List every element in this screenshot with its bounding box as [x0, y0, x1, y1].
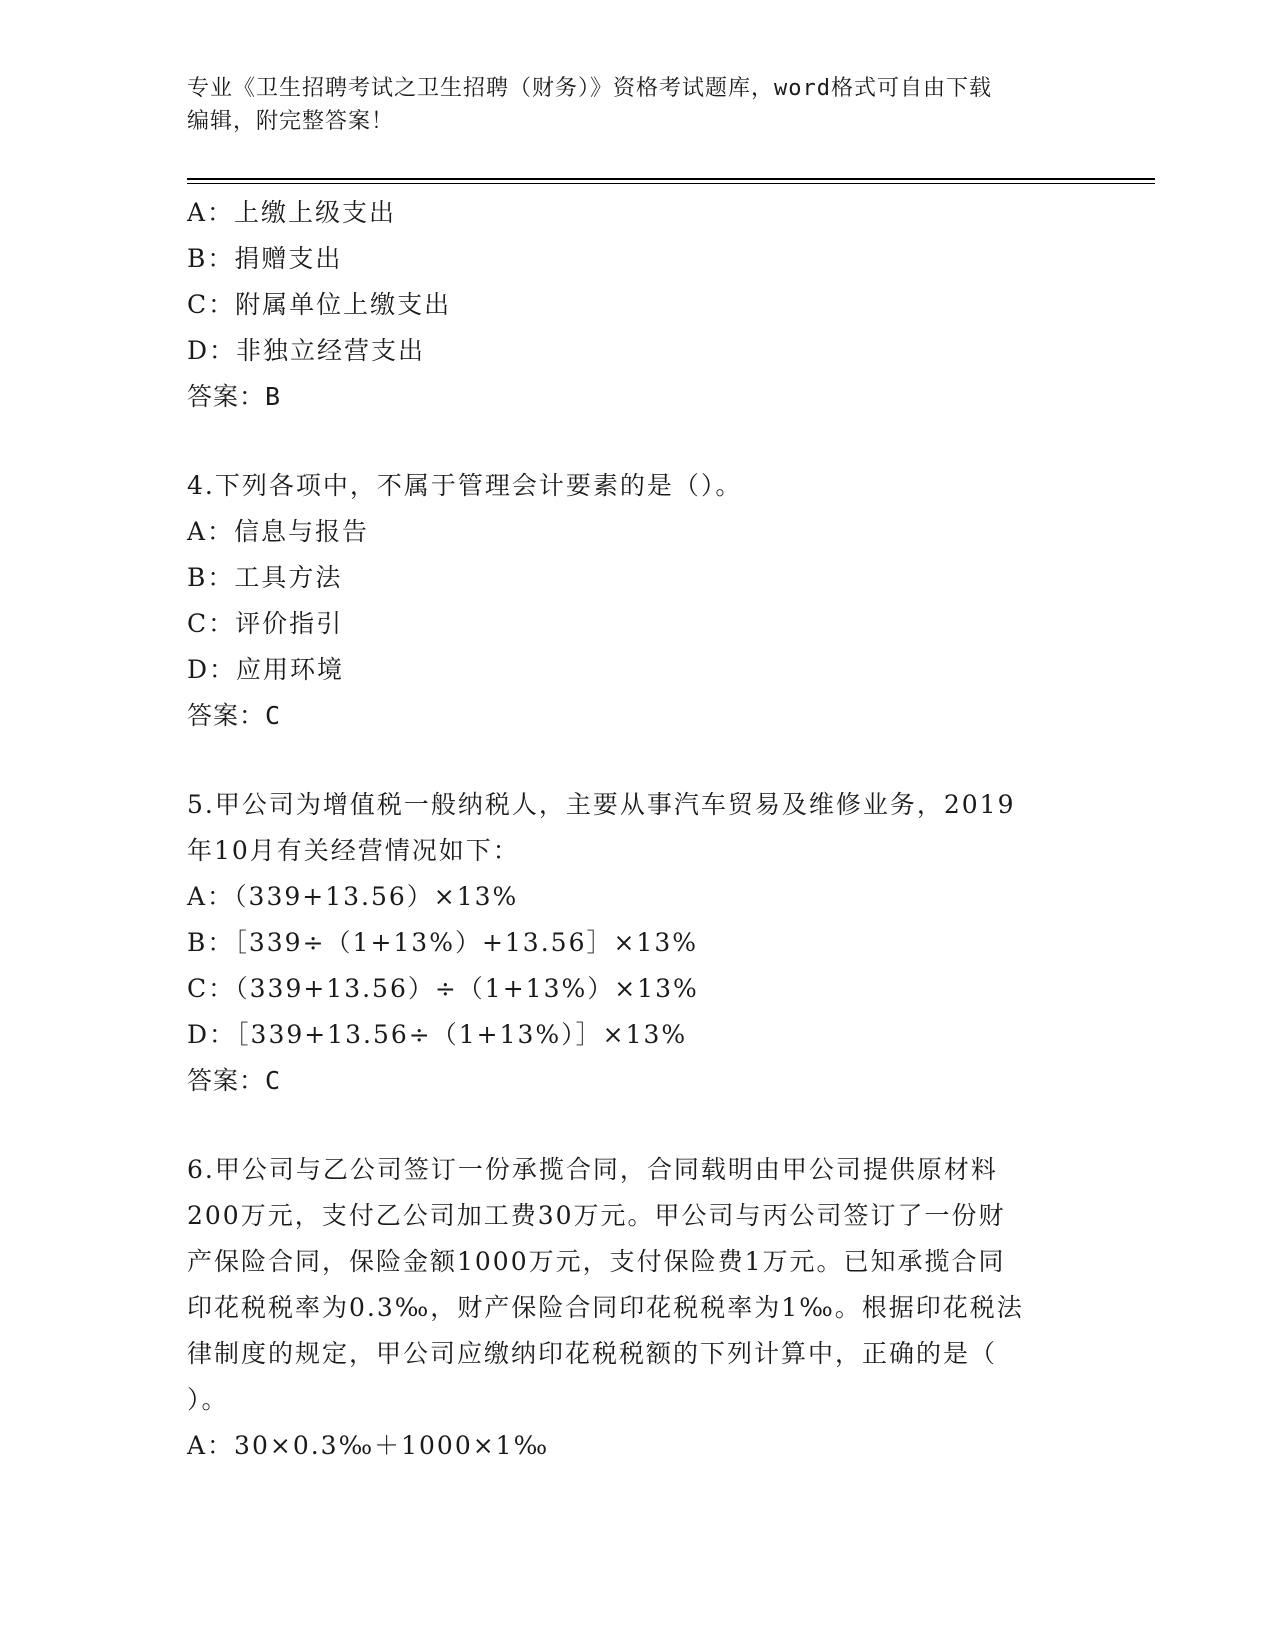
header-divider-thick [187, 178, 1155, 180]
question-stem-line-1: 5.甲公司为增值税一般纳税人，主要从事汽车贸易及维修业务，2019 [187, 790, 1016, 819]
question-3 [187, 190, 1077, 420]
question-stem-line-3: 产保险合同，保险金额1000万元，支付保险费1万元。已知承揽合同 [187, 1247, 1006, 1276]
option-a: A：信息与报告 [187, 517, 370, 546]
question-5 [187, 782, 1077, 1104]
answer-line: 答案：B [187, 382, 282, 411]
option-b: B：［339÷（1+13%）+13.56］×13% [187, 928, 698, 957]
question-list [187, 190, 1077, 1469]
header-line-1: 专业《卫生招聘考试之卫生招聘（财务）》资格考试题库，word格式可自由下载 [187, 76, 992, 101]
question-6 [187, 1147, 1077, 1469]
question-stem-line-5: 律制度的规定，甲公司应缴纳印花税税额的下列计算中，正确的是（ [187, 1339, 998, 1368]
spacer [187, 739, 1077, 782]
question-stem-line-6: ）。 [187, 1385, 229, 1414]
option-c: C：（339+13.56）÷（1+13%）×13% [187, 974, 699, 1003]
option-c: C：附属单位上缴支出 [187, 290, 452, 319]
header-line-2: 编辑，附完整答案！ [187, 109, 395, 134]
option-d: D：应用环境 [187, 655, 345, 684]
question-stem-line-2: 年10月有关经营情况如下： [187, 836, 520, 865]
option-d: D：［339+13.56÷（1+13%）］×13% [187, 1020, 688, 1049]
question-4 [187, 463, 1077, 739]
spacer [187, 1104, 1077, 1147]
header-divider-thin [187, 183, 1155, 184]
question-stem: 4.下列各项中，不属于管理会计要素的是（）。 [187, 471, 743, 500]
option-a: A：（339+13.56）×13% [187, 882, 519, 911]
option-b: B：工具方法 [187, 563, 343, 592]
question-stem-line-1: 6.甲公司与乙公司签订一份承揽合同，合同载明由甲公司提供原材料 [187, 1155, 998, 1184]
question-stem-line-2: 200万元，支付乙公司加工费30万元。甲公司与丙公司签订了一份财 [187, 1201, 1006, 1230]
question-stem-line-4: 印花税税率为0.3‰，财产保险合同印花税税率为1‰。根据印花税法 [187, 1293, 1024, 1322]
option-a: A：30×0.3‰＋1000×1‰ [187, 1431, 550, 1460]
answer-line: 答案：C [187, 701, 282, 730]
spacer [187, 420, 1077, 463]
document-header [187, 72, 1067, 138]
option-c: C：评价指引 [187, 609, 344, 638]
option-d: D：非独立经营支出 [187, 336, 426, 365]
option-a: A：上缴上级支出 [187, 198, 397, 227]
answer-line: 答案：C [187, 1066, 282, 1095]
option-b: B：捐赠支出 [187, 244, 343, 273]
